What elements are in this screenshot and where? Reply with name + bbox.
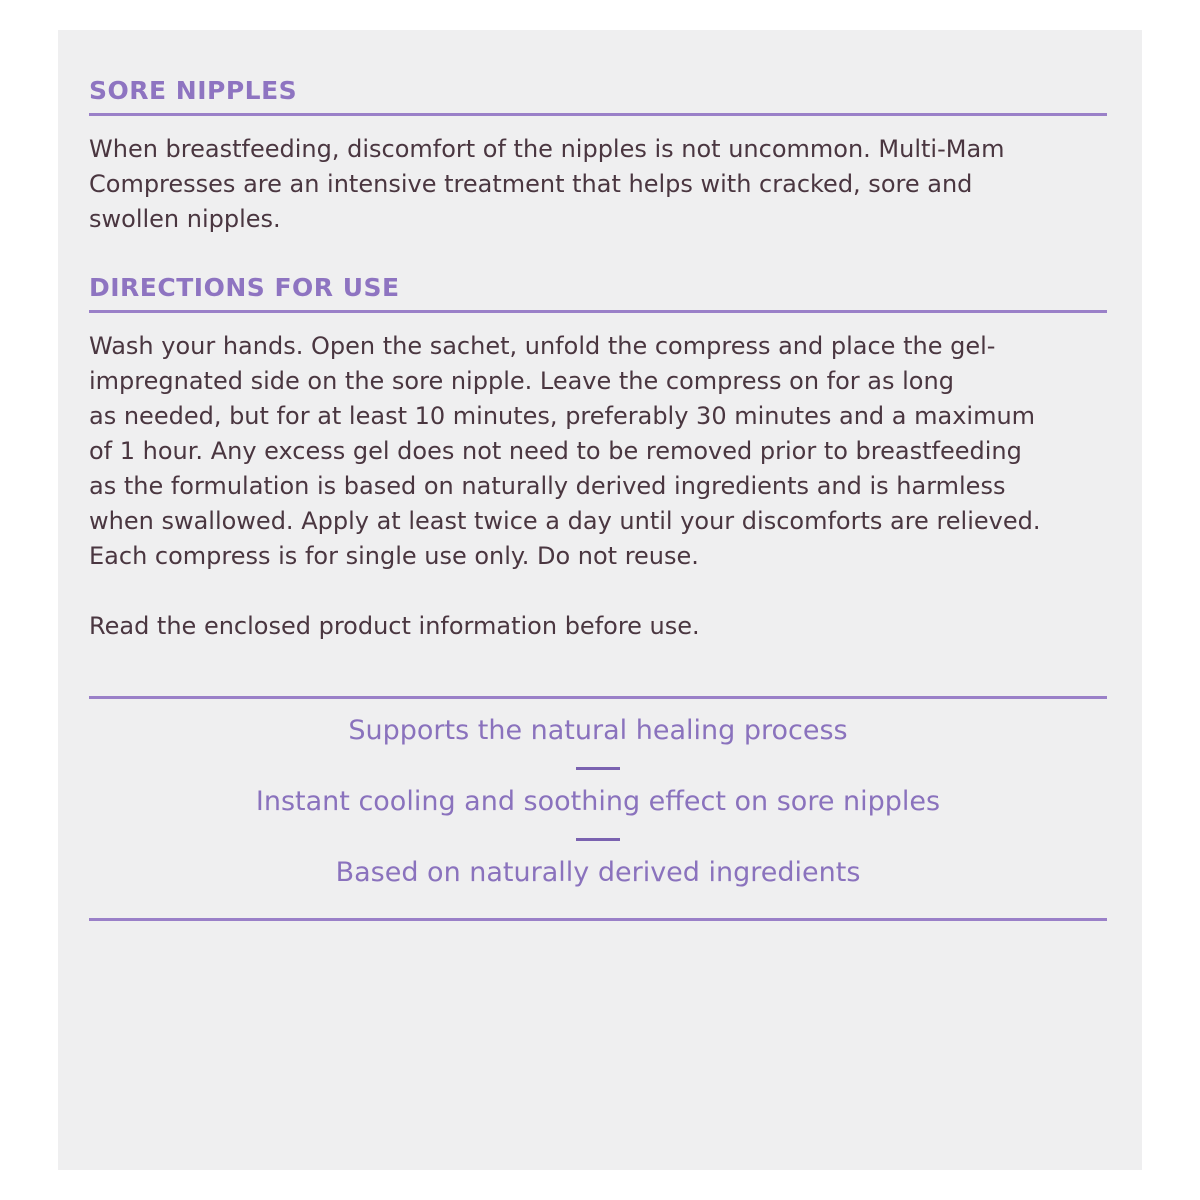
- sore-nipples-rule: [89, 113, 1107, 116]
- product-information-note: Read the enclosed product information before use.: [89, 612, 700, 640]
- benefit-ingredients: Based on naturally derived ingredients: [335, 857, 861, 888]
- benefits-top-rule: [89, 696, 1107, 699]
- benefit-healing: Supports the natural healing process: [348, 715, 848, 746]
- directions-heading: DIRECTIONS FOR USE: [89, 273, 400, 302]
- benefit-cooling: Instant cooling and soothing effect on sore nipples: [255, 786, 941, 817]
- sore-nipples-heading: SORE NIPPLES: [89, 76, 298, 105]
- benefit-divider: [576, 767, 620, 770]
- benefits-bottom-rule: [89, 918, 1107, 921]
- directions-text: Wash your hands. Open the sachet, unfold the compress and place the gel- impregnated side on the sore nipple. Leave the compress on for as long as needed, but for at least 10 minutes, preferably 30 minutes and a maximum of 1 hour. Any excess gel does not need to be removed prior to breastfeeding as the formulation is based on naturally derived ingredients and is harmless when swallowed. Apply at least twice a day until your discomforts are relieved. Each compress is for single use only. Do not reuse.: [89, 332, 1041, 570]
- benefit-divider: [576, 838, 620, 841]
- sore-nipples-text: When breastfeeding, discomfort of the nipples is not uncommon. Multi-Mam Compresses are an intensive treatment that helps with cracked, sore and swollen nipples.: [89, 135, 1005, 233]
- directions-rule: [89, 310, 1107, 313]
